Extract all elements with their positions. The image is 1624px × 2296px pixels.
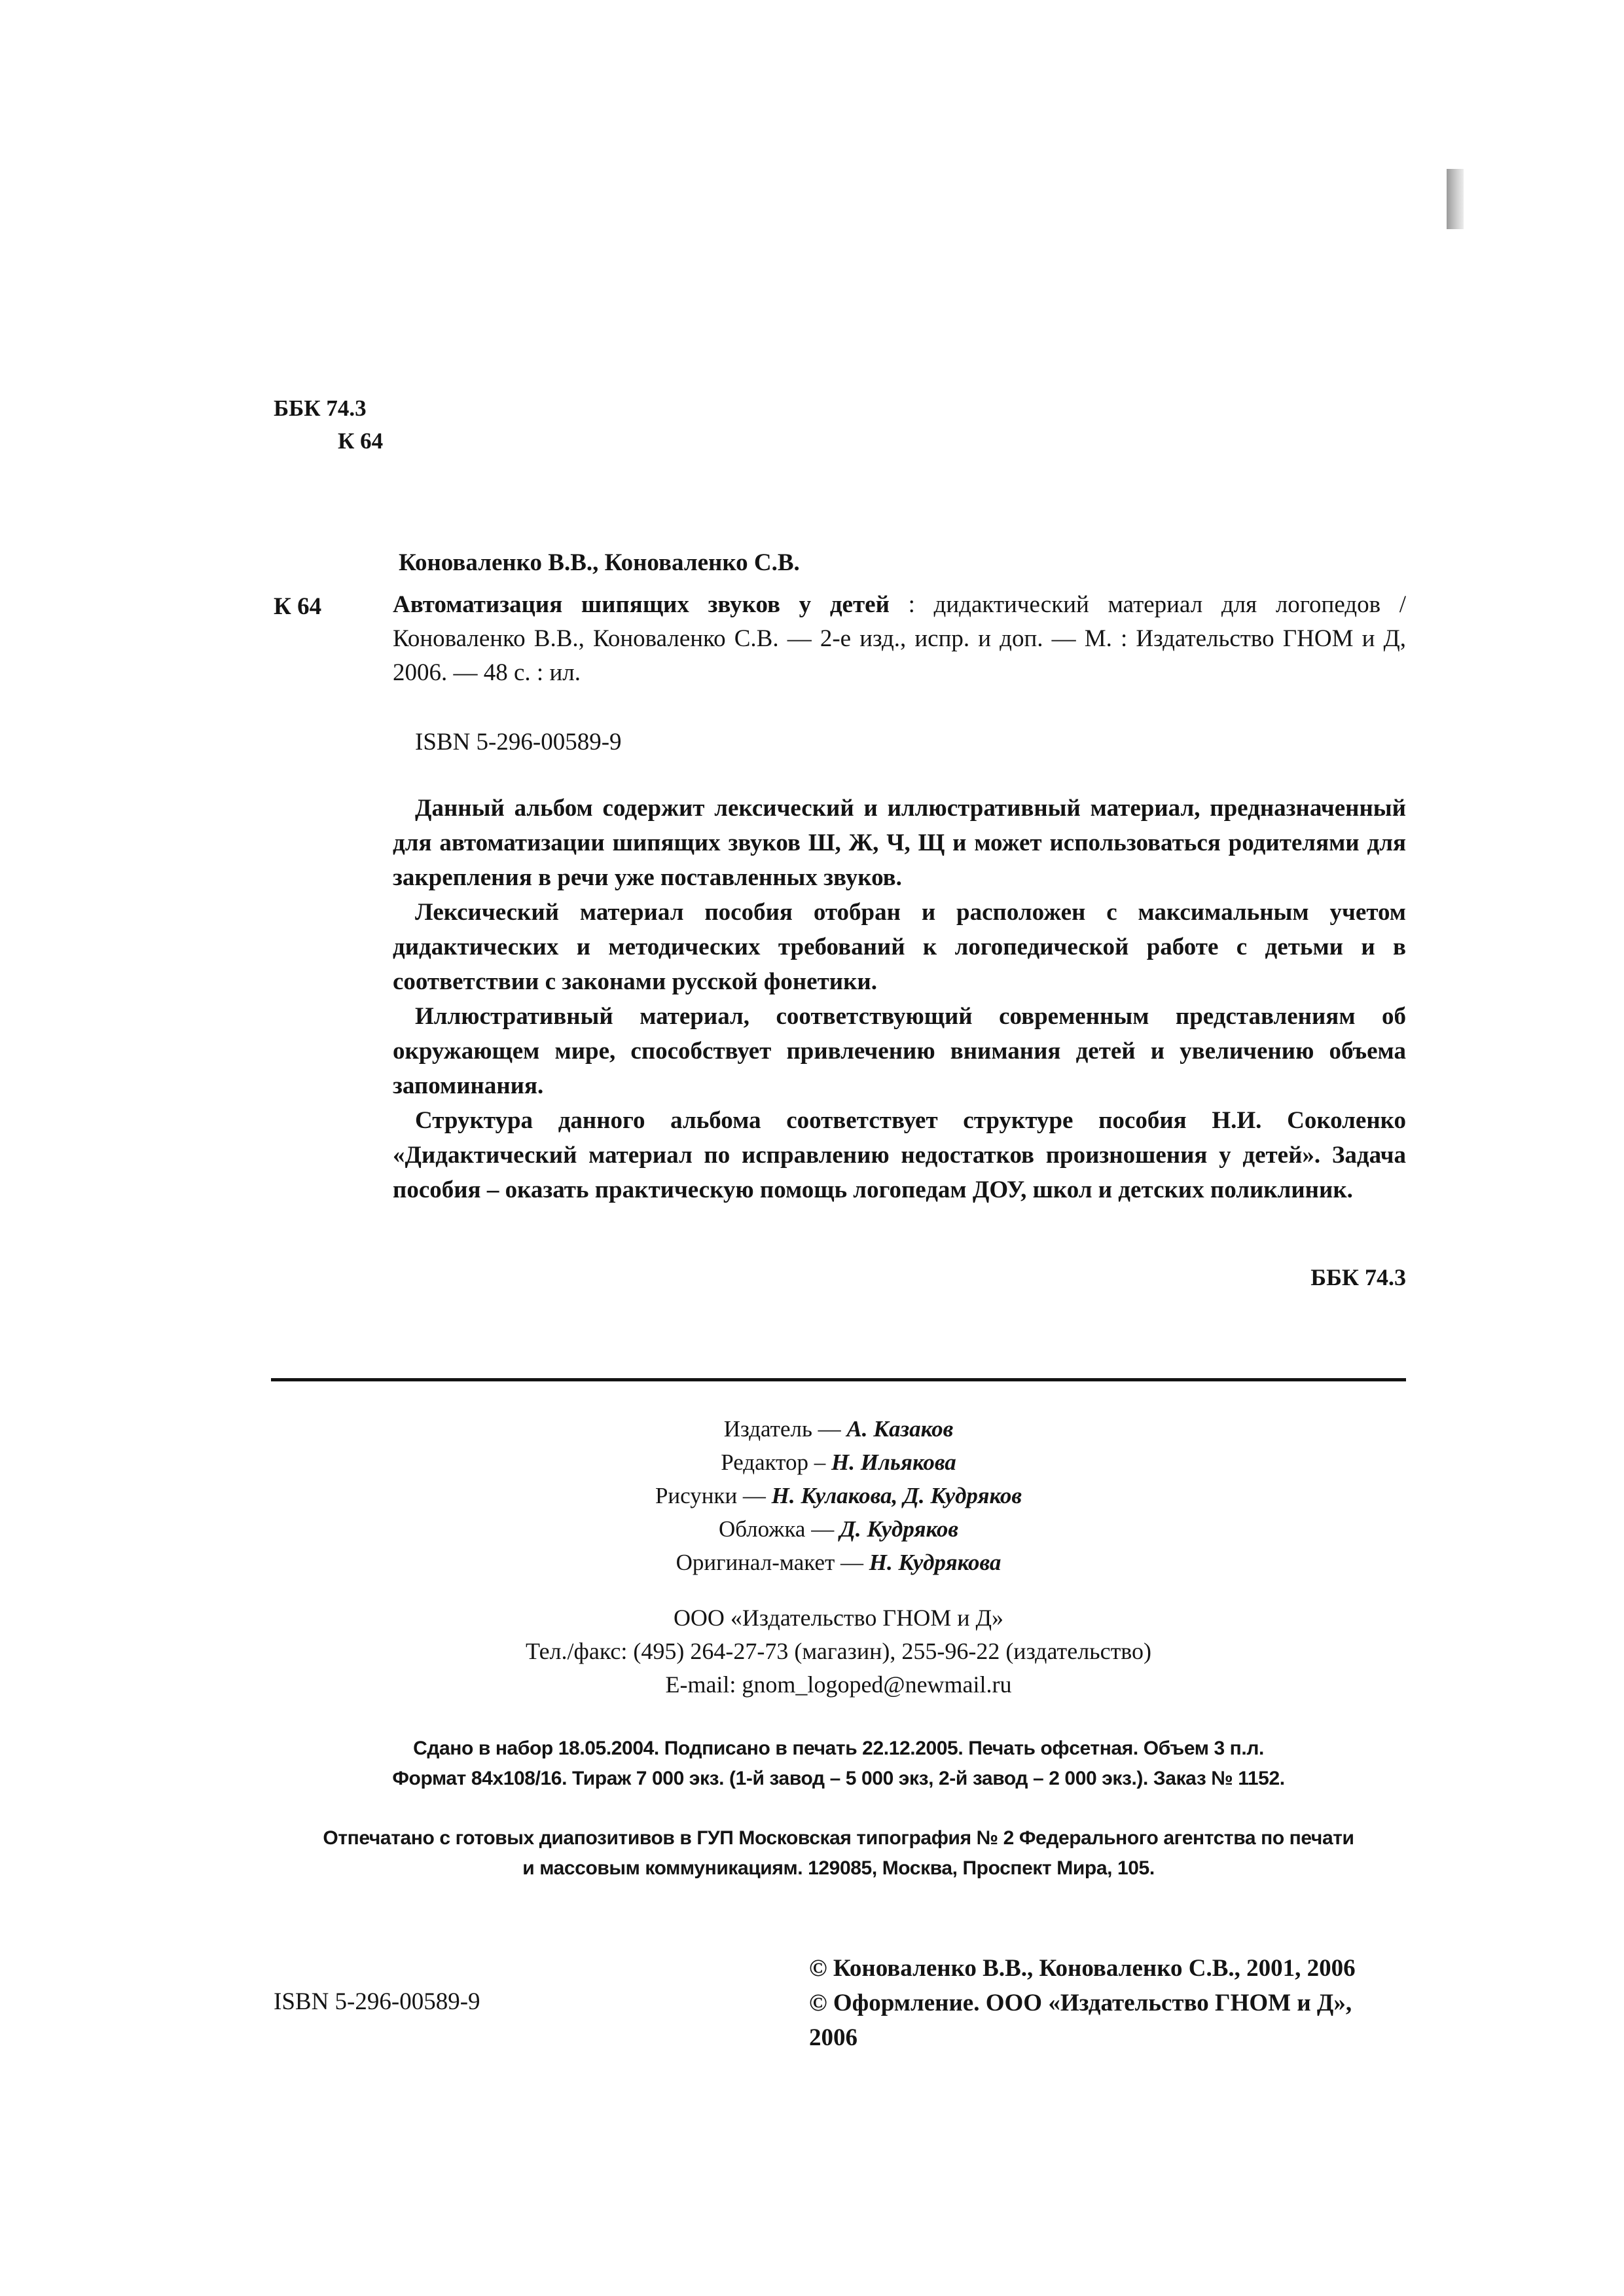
printer-details-line: Отпечатано с готовых диапозитивов в ГУП Московская типография № 2 Федерального агентства по печати — [323, 1827, 1354, 1849]
credit-role: Обложка — — [718, 1516, 840, 1542]
print-details — [271, 1734, 1406, 1794]
divider — [271, 1378, 1406, 1381]
credit-name: А. Казаков — [846, 1416, 954, 1442]
copyright-line: © Коноваленко В.В., Коноваленко С.В., 2001, 2006 — [809, 1955, 1356, 1982]
copyright-line: © Оформление. ООО «Издательство ГНОМ и Д», 2006 — [809, 1990, 1352, 2051]
annotation-paragraph: Иллюстративный материал, соответствующий современным представлениям об окружающем мире, способствует привлечению внимания детей и увеличению объема запоминания. — [393, 1003, 1406, 1099]
credit-line — [271, 1546, 1406, 1579]
credit-role: Издатель — — [723, 1416, 847, 1442]
catalog-author-mark: К 64 — [274, 593, 322, 620]
bbk-code: ББК 74.3 — [274, 395, 367, 421]
print-details-line: Сдано в набор 18.05.2004. Подписано в печать 22.12.2005. Печать офсетная. Объем 3 п.л. — [413, 1738, 1264, 1759]
publisher-email: E-mail: gnom_logoped@newmail.ru — [665, 1671, 1012, 1698]
catalog-isbn: ISBN 5-296-00589-9 — [415, 729, 622, 756]
credit-name: Н. Ильякова — [831, 1449, 956, 1475]
annotation-paragraph: Лексический материал пособия отобран и расположен с максимальным учетом дидактических и методических требований к логопедической работе с детьми и в соответствии с законами русской фонетики. — [393, 899, 1406, 995]
bbk-code-bottom: ББК 74.3 — [1310, 1264, 1406, 1290]
isbn-bottom: ISBN 5-296-00589-9 — [274, 1988, 480, 2015]
credit-role: Редактор – — [721, 1449, 832, 1475]
credit-line — [271, 1446, 1406, 1479]
publisher-phone: Тел./факс: (495) 264-27-73 (магазин), 255-96-22 (издательство) — [525, 1638, 1152, 1664]
credit-name: Д. Кудряков — [839, 1516, 959, 1542]
book-title: Автоматизация шипящих звуков у детей — [393, 591, 890, 618]
annotation-paragraph: Структура данного альбома соответствует структуре пособия Н.И. Соколенко «Дидактический материал по исправлению недостатков произношения у детей». Задача пособия – оказать практическую помощь логопедам ДОУ, школ и детских поликлиник. — [393, 1107, 1406, 1203]
printer-details — [271, 1823, 1406, 1884]
annotation — [393, 791, 1406, 1207]
credits — [271, 1412, 1406, 1579]
annotation-paragraph: Данный альбом содержит лексический и иллюстративный материал, предназначенный для автоматизации шипящих звуков Ш, Ж, Ч, Щ и может использоваться родителями для закрепления в речи уже поставленных звуков. — [393, 795, 1406, 891]
credit-line — [271, 1479, 1406, 1512]
page-edge-shadow — [1447, 169, 1464, 229]
catalog-description — [393, 588, 1406, 690]
credit-name: Н. Кудрякова — [869, 1550, 1001, 1575]
bibliographic-details: : дидактический материал для логопедов / Коноваленко В.В., Коноваленко С.В. — 2-е изд., испр. и доп. — М. : Издательство ГНОМ и Д, 2006. — 48 с. : ил. — [393, 591, 1407, 686]
publisher-name: ООО «Издательство ГНОМ и Д» — [673, 1605, 1004, 1631]
credit-role: Рисунки — — [655, 1483, 772, 1508]
publisher-contacts — [271, 1601, 1406, 1702]
credit-role: Оригинал-макет — — [676, 1550, 869, 1575]
printer-details-line: и массовым коммуникациям. 129085, Москва, Проспект Мира, 105. — [522, 1857, 1155, 1879]
print-details-line: Формат 84х108/16. Тираж 7 000 экз. (1-й завод – 5 000 экз, 2-й завод – 2 000 экз.). Заказ № 1152. — [392, 1768, 1285, 1789]
credit-name: Н. Кулакова, Д. Кудряков — [771, 1483, 1022, 1508]
copyright-block — [809, 1951, 1406, 2055]
credit-line — [271, 1512, 1406, 1546]
author-mark: К 64 — [338, 428, 384, 454]
catalog-authors: Коноваленко В.В., Коноваленко С.В. — [399, 549, 800, 576]
credit-line — [271, 1412, 1406, 1446]
